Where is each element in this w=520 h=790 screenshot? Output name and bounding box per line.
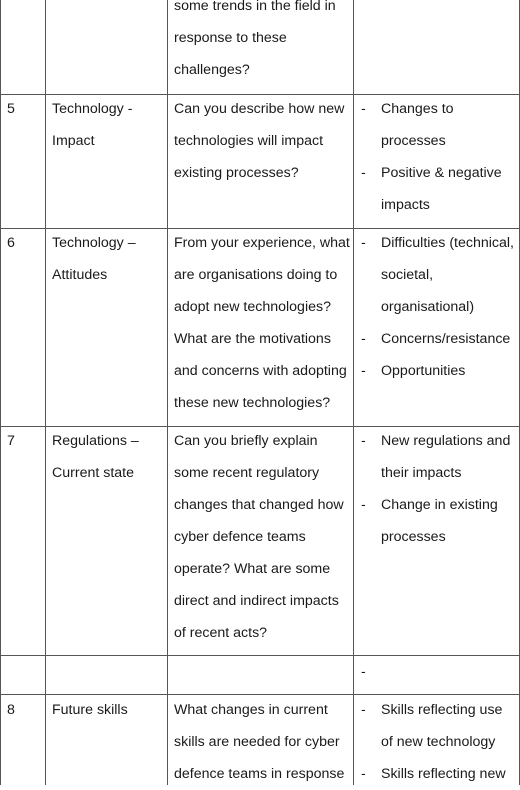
topic-line: Attitudes [52,267,108,283]
question-line: response to these [174,30,287,46]
topic-cell [52,93,132,157]
prompt-item: Positive & negative impacts [381,165,502,213]
topic-line: Regulations – [52,433,139,449]
question-line: What changes in current [174,702,328,718]
prompt-item: Change in existing processes [381,497,498,545]
question-line: cyber defence teams [174,529,306,545]
prompt-item: Concerns/resistance [381,331,511,347]
question-line: What are the motivations [174,331,331,347]
row-divider [0,655,520,656]
prompt-dash: - [361,497,366,513]
prompt-item: Opportunities [381,363,466,379]
topic-line: Technology - [52,101,133,117]
question-line: direct and indirect impacts [174,593,339,609]
question-line: Can you describe how new [174,101,345,117]
question-line: some trends in the field in [174,0,336,14]
column-divider-2 [167,0,168,785]
table-border-left [0,0,1,785]
question-line: From your experience, what [174,235,350,251]
column-divider-1 [45,0,46,785]
question-line: challenges? [174,62,250,78]
question-cell [174,0,336,86]
prompt-item: Changes to processes [381,101,454,149]
question-line: are organisations doing to [174,267,338,283]
prompt-dash: - [361,766,366,782]
question-line: changes that changed how [174,497,344,513]
topic-line: Future skills [52,702,128,718]
prompt-dash: - [361,331,366,347]
question-line: Can you briefly explain [174,433,318,449]
row-number: 8 [7,702,15,718]
prompt-dash: - [361,664,366,680]
question-line: operate? What are some [174,561,331,577]
prompt-item: Difficulties (technical, societal, organisational) [381,235,514,315]
prompt-dash: - [361,235,366,251]
question-line: some recent regulatory [174,465,320,481]
topic-cell [52,227,136,291]
prompt-item: New regulations and their impacts [381,433,511,481]
topic-line: Technology – [52,235,136,251]
row-number: 6 [7,235,15,251]
question-line: existing processes? [174,165,299,181]
question-cell [174,694,344,790]
question-cell [174,425,344,649]
question-cell [174,93,344,189]
topic-cell [52,694,128,726]
row-number: 5 [7,101,15,117]
prompt-item: Skills reflecting use of new technology [381,702,503,750]
prompt-dash: - [361,165,366,181]
topic-line: Impact [52,133,95,149]
prompt-item: Skills reflecting new [381,766,506,782]
question-line: these new technologies? [174,395,331,411]
topic-line: Current state [52,465,135,481]
question-line: defence teams in response [174,766,345,782]
row-number: 7 [7,433,15,449]
prompt-dash: - [361,101,366,117]
question-line: of recent acts? [174,625,268,641]
topic-cell [52,425,139,489]
question-line: adopt new technologies? [174,299,331,315]
prompt-dash: - [361,702,366,718]
question-line: technologies will impact [174,133,324,149]
question-cell [174,227,350,419]
question-line: and concerns with adopting [174,363,347,379]
prompt-dash: - [361,433,366,449]
question-line: skills are needed for cyber [174,734,340,750]
column-divider-3 [353,0,354,785]
prompt-dash: - [361,363,366,379]
